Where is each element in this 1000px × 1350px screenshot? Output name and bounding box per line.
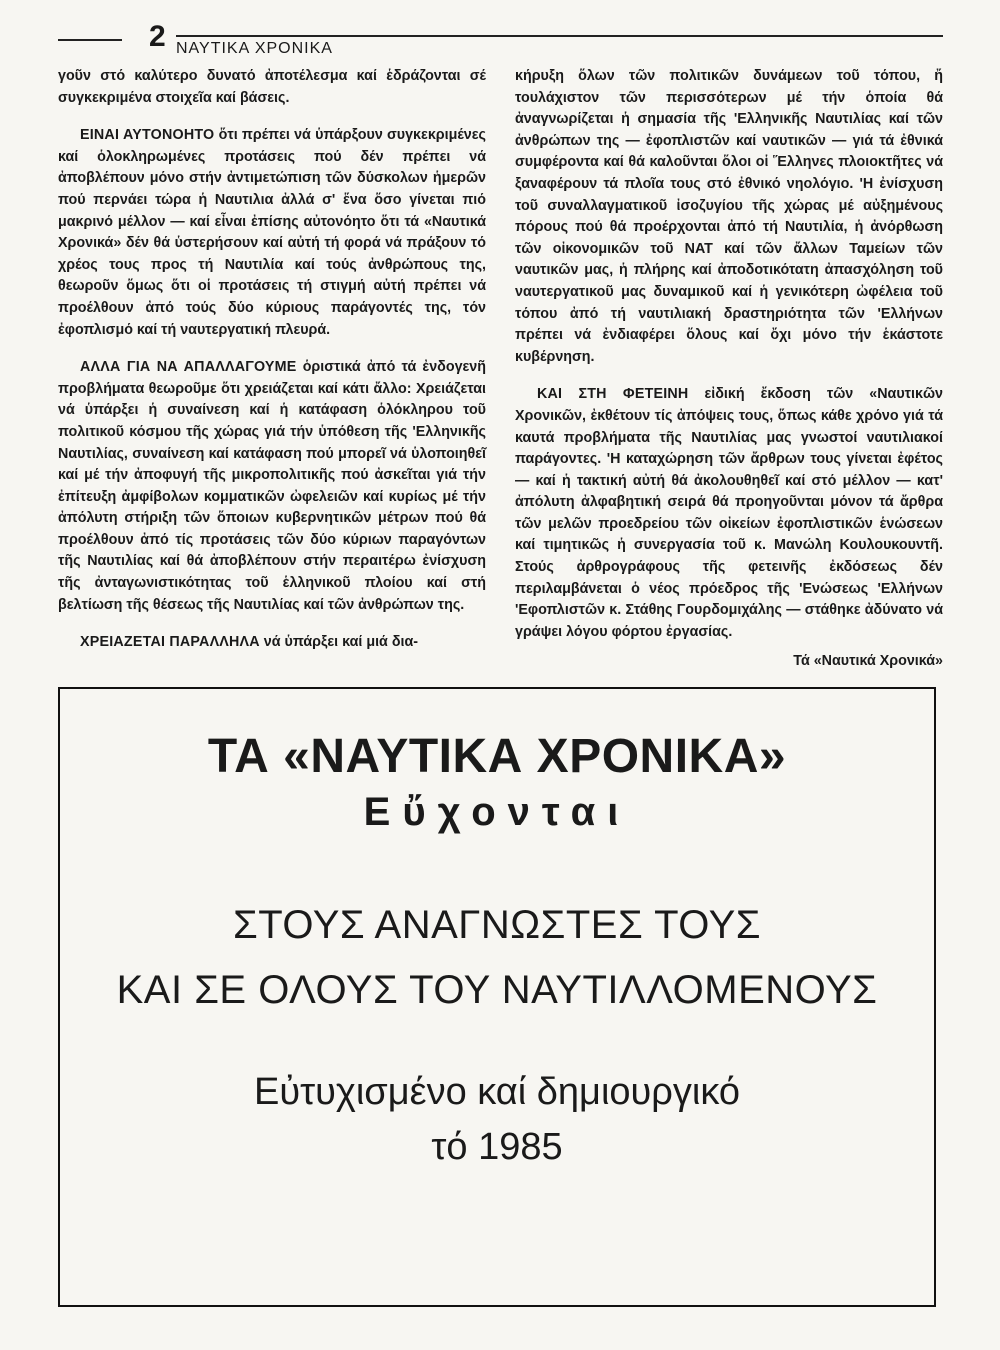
page-number: 2 [149, 20, 166, 53]
magazine-name: ΝΑΥΤΙΚΑ ΧΡΟΝΙΚΑ [176, 40, 333, 57]
header-rule-left [58, 39, 122, 41]
paragraph-text: εἰδική ἔκδοση τῶν «Ναυτικῶν Χρονικῶν, ἐκθέτουν τίς ἀπόψεις τους, ὅπως κάθε χρόνο γιά τά καυτά προβλήματα τῆς Ναυτιλίας μας γνωστοί ναυτιλιακοί παράγοντες. 'Η καταχώρηση τῶν ἄρθρων τους γίνεται ἐφέτος — καί ἡ τακτική αὐτή θά ἀκολουθηθεῖ καί στό μέλλον — κατ' ἀπόλυτη ἀλφαβητική σειρά θά προηγοῦνται μόνον τά ἄρθρα τῶν μελῶν προεδρείου τῶν οἰκείων ἐφοπλιστικῶν ἑνώσεων καί τιμητικῶς ἡ συνεργασία τοῦ κ. Μανώλη Κουλουκουντῆ. Στούς ἀρθρογράφους τῆς φετεινῆς ἐκδόσεως δέν περιλαμβάνεται ὁ νέος πρόεδρος τῆς 'Ενώσεως 'Ελλήνων 'Εφοπλιστῶν κ. Στάθης Γουρδομιχάλης — στάθηκε ἀδύνατο νά γράψει λόγου φόρτου ἐργασίας. [515, 386, 943, 640]
paragraph-lead: ΕΙΝΑΙ ΑΥΤΟΝΟΗΤΟ [80, 127, 215, 144]
signature: Τά «Ναυτικά Χρονικά» [793, 653, 943, 670]
paragraph [58, 125, 486, 341]
greeting-line-seafarers: ΚΑΙ ΣΕ ΟΛΟΥΣ ΤΟΥ ΝΑΥΤΙΛΛΟΜΕΝΟΥΣ [116, 968, 878, 1012]
paragraph-lead: ΚΑΙ ΣΤΗ ΦΕΤΕΙΝΗ [537, 386, 689, 403]
paragraph-text: ὁριστικά ἀπό τά ἐνδογενῆ προβλήματα θεωροῦμε ὅτι χρειάζεται καί κάτι ἄλλο: Χρειάζεται νά ὑπάρξει ἡ συναίνεση καί ἡ κατάφαση ὁλόκληρου τοῦ πολιτικοῦ κόσμου τῆς χώρας γιά τήν ὑπόθεση τῆς 'Ελληνικῆς Ναυτιλίας, συναίνεση καί κατάφαση πού μπορεῖ νά ὑλοποιηθεῖ καί μέ τήν ἀποφυγή τῆς μικροπολιτικῆς πού ἀσκεῖται γιά τήν ἐπίτευξη ἀμφίβολων κομματικῶν ὠφελειῶν καί κυρίως μέ τήν ἀπόλυτη στήριξη τῶν ὅποιων κυβερνητικῶν μέτρων πού θά προέλθουν ἀπό τίς προτάσεις τῶν δύο κύριων παραγόντων τῆς Ναυτιλίας καί θά ἀποβλέπουν στήν περαιτέρω ἐνίσχυση τῆς ἀνταγωνιστικότητας τοῦ ἑλληνικοῦ πλοίου καί στή βελτίωση τῆς θέσεως τῆς Ναυτιλίας καί τῶν ἀνθρώπων της. [58, 359, 486, 613]
header-rule-right [176, 35, 943, 37]
page-header [58, 22, 943, 62]
paragraph [58, 632, 486, 654]
paragraph: γοῦν στό καλύτερο δυνατό ἀποτέλεσμα καί ἑδράζονται σέ συγκεκριμένα στοιχεῖα καί βάσεις. [58, 68, 486, 106]
paragraph-lead: ΑΛΛΑ ΓΙΑ ΝΑ ΑΠΑΛΛΑΓΟΥΜΕ [80, 359, 297, 376]
greeting-wish: Εὐτυχισμένο καί δημιουργικό [253, 1071, 741, 1113]
right-column [515, 66, 943, 689]
greeting-box [58, 687, 936, 1307]
greeting-title: ΤΑ «ΝΑΥΤΙΚΑ ΧΡΟΝΙΚΑ» [207, 730, 787, 783]
paragraph [515, 384, 943, 643]
greeting-line-readers: ΣΤΟΥΣ ΑΝΑΓΝΩΣΤΕΣ ΤΟΥΣ [232, 903, 762, 947]
greeting-verb: Εὔχονται [363, 790, 631, 834]
paragraph-text: ὅτι πρέπει νά ὑπάρξουν συγκεκριμένες καί ὁλοκληρωμένες προτάσεις πού δέν πρέπει νά ἀποβλέπουν μόνο στήν ἀντιμετώπιση τῶν δύσκολων ἡμερῶν πού περνάει τώρα ἡ Ναυτιλια ἀλλά σ' ἕνα ὅσο γίνεται πιό μακρινό μέλλον — καί εἶναι ἐπίσης αὐτονόητο ὅτι τά «Ναυτικά Χρονικά» δέν θά ὑστερήσουν καί αὐτή τή φορά νά πράξουν τό χρέος τους προς τή Ναυτιλία καί τούς ἀνθρώπους της, θεωροῦν ὅμως ὅτι οἱ προτάσεις τή στιγμή αὐτή πρέπει νά προέλθουν ἀπό τούς δύο κύριους παράγοντές της, τόν ἐφοπλισμό καί τή ναυτεργατική πλευρά. [58, 127, 486, 338]
paragraph-text: νά ὑπάρξει καί μιά δια- [259, 634, 419, 651]
paragraph [58, 357, 486, 616]
left-column [58, 66, 486, 670]
greeting-year: τό 1985 [431, 1126, 563, 1168]
paragraph-lead: ΧΡΕΙΑΖΕΤΑΙ ΠΑΡΑΛΛΗΛΑ [80, 634, 260, 651]
paragraph: κήρυξη ὅλων τῶν πολιτικῶν δυνάμεων τοῦ τόπου, ἤ τουλάχιστον τῶν περισσότερων μέ τήν ὁποία θά ἀναγνωρίζεται ἡ σημασία τῆς 'Ελληνικῆς Ναυτιλίας καί τῶν ἀνθρώπων της — ἐφοπλιστῶν καί ναυτικῶν — γιά τά ἐθνικά συμφέροντα καί θά καλοῦνται ὅλοι οἱ Ἕλληνες πλοιοκτῆτες νά ξαναφέρουν τά πλοῖα τους στό ἐθνικό νηολόγιο. 'Η ἐνίσχυση τοῦ συναλλαγματικοῦ ἰσοζυγίου τῆς χώρας μέ αὐξημένους πόρους πού θά προέρχονται ἀπό τή Ναυτιλία, ἡ ἀνόρθωση τῶν οἰκονομικῶν τοῦ ΝΑΤ καί τῶν ἄλλων Ταμείων τῶν ναυτικῶν μας, ἡ πλήρης καί ἀποδοτικότατη ἀπασχόληση τοῦ ναυτεργατικοῦ μας δυναμικοῦ καί ἡ γενικότερη ὠφέλεια τοῦ τόπου ἀπό τή ναυτιλιακή δραστηριότητα τῶν 'Ελλήνων πρέπει νά ἐνδιαφέρει ὅλους καί ὄχι μόνο τήν ἑκάστοτε κυβέρνηση. [515, 68, 943, 365]
